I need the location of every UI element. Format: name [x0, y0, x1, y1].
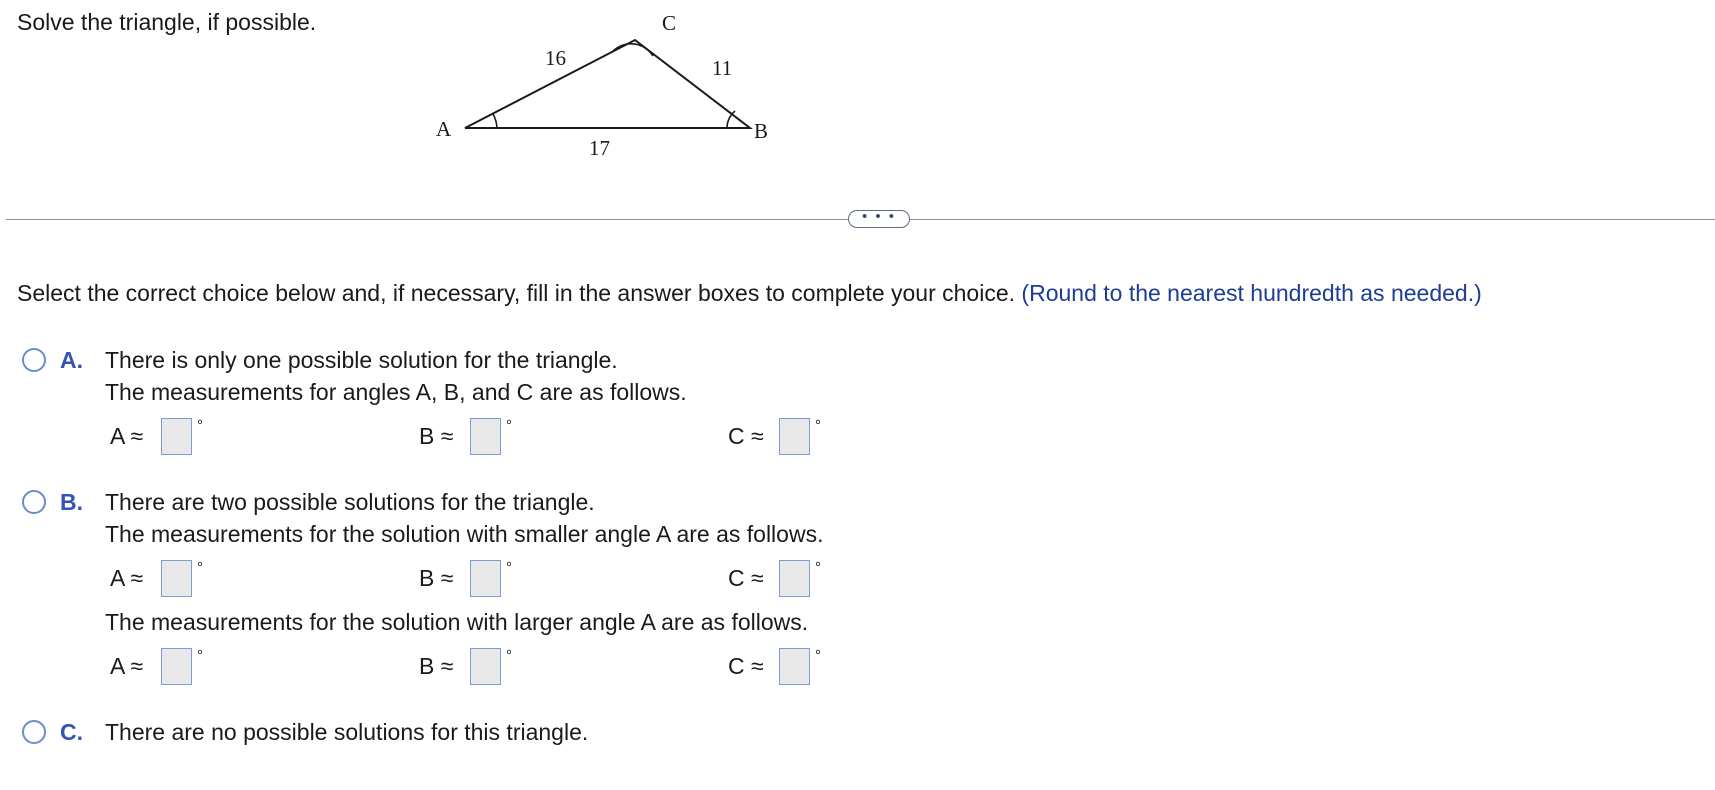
- degree-symbol: °: [197, 559, 203, 576]
- degree-symbol: °: [506, 647, 512, 664]
- degree-symbol: °: [815, 647, 821, 664]
- choice-b-small-angle-a-input[interactable]: [161, 560, 192, 597]
- choice-c-radio[interactable]: [22, 720, 46, 744]
- choice-a-angle-b-label: B ≈: [419, 423, 454, 449]
- degree-symbol: °: [197, 417, 203, 434]
- more-options-button[interactable]: [848, 207, 910, 228]
- choice-a-angle-a-label: A ≈: [110, 423, 144, 449]
- choice-b-small-angle-c-label: C ≈: [728, 565, 764, 591]
- choice-b-large-angle-a-input[interactable]: [161, 648, 192, 685]
- vertex-c-label: C: [662, 11, 677, 35]
- degree-symbol: °: [506, 559, 512, 576]
- choice-b-letter: B.: [60, 489, 83, 515]
- degree-symbol: °: [197, 647, 203, 664]
- choice-a-letter: A.: [60, 347, 83, 373]
- choice-b-small-angle-a-label: A ≈: [110, 565, 144, 591]
- rounding-hint: (Round to the nearest hundredth as needed.): [1021, 280, 1482, 306]
- angle-a-arc: [493, 114, 497, 128]
- choice-b-large-angle-c-input[interactable]: [779, 648, 810, 685]
- choice-a-angle-b-input[interactable]: [470, 418, 501, 455]
- angle-c-arc: [612, 44, 653, 56]
- choice-a-radio[interactable]: [22, 348, 46, 372]
- problem-prompt: Solve the triangle, if possible.: [17, 9, 317, 35]
- choice-b-small-angle-b-input[interactable]: [470, 560, 501, 597]
- ellipsis-icon: • • •: [861, 207, 897, 225]
- degree-symbol: °: [506, 417, 512, 434]
- choice-b-small-angle-b-label: B ≈: [419, 565, 454, 591]
- choice-b-large-angle-a-label: A ≈: [110, 653, 144, 679]
- instruction-main: Select the correct choice below and, if necessary, fill in the answer boxes to complete your choice.: [17, 280, 1016, 306]
- choice-b-line3: The measurements for the solution with larger angle A are as follows.: [105, 609, 809, 635]
- choice-a-angle-c-label: C ≈: [728, 423, 764, 449]
- choice-c-line1: There are no possible solutions for this triangle.: [105, 719, 589, 745]
- choice-b-large-angle-c-label: C ≈: [728, 653, 764, 679]
- instruction-text: [17, 279, 1482, 307]
- choice-a-angle-a-input[interactable]: [161, 418, 192, 455]
- choice-b-large-angle-b-label: B ≈: [419, 653, 454, 679]
- choice-b-radio[interactable]: [22, 490, 46, 514]
- side-ac-label: 16: [545, 46, 566, 70]
- degree-symbol: °: [815, 559, 821, 576]
- choice-b-small-angle-c-input[interactable]: [779, 560, 810, 597]
- choice-b-line2: The measurements for the solution with smaller angle A are as follows.: [105, 521, 824, 547]
- triangle-figure: [430, 8, 810, 168]
- choice-c-letter: C.: [60, 719, 83, 745]
- side-cb-label: 11: [712, 56, 733, 80]
- side-ab-label: 17: [589, 136, 610, 160]
- degree-symbol: °: [815, 417, 821, 434]
- choice-a-line1: There is only one possible solution for the triangle.: [105, 347, 618, 373]
- choice-b-large-angle-b-input[interactable]: [470, 648, 501, 685]
- triangle-shape: [465, 40, 750, 128]
- vertex-a-label: A: [436, 117, 452, 141]
- choice-b-line1: There are two possible solutions for the triangle.: [105, 489, 595, 515]
- choice-a-line2: The measurements for angles A, B, and C are as follows.: [105, 379, 687, 405]
- choice-a-angle-c-input[interactable]: [779, 418, 810, 455]
- vertex-b-label: B: [754, 119, 769, 143]
